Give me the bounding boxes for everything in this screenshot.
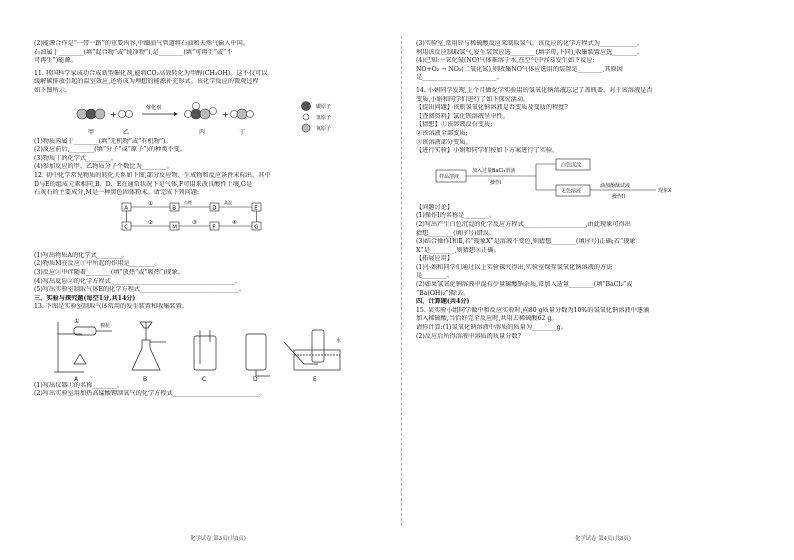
q11-sub: (4)参加反应的甲、乙物质分子个数比为________。: [34, 163, 173, 171]
water-trough: [294, 350, 340, 370]
svg-text:棉花: 棉花: [100, 322, 111, 329]
q14-item: 【进行实验】小娟和同学们按如下方案进行了实验。: [416, 147, 559, 155]
svg-text:样品溶液: 样品溶液: [439, 173, 460, 180]
q13-cont: 是________________________。: [416, 74, 503, 82]
svg-text:④: ④: [232, 219, 237, 226]
footer-left: 化学试卷 第3页(共8页): [190, 536, 246, 542]
svg-text:水: 水: [336, 337, 342, 344]
left-column: [34, 40, 394, 399]
q15-line: (2)反应后所得溶液中溶质的质量分数?: [416, 332, 521, 340]
svg-text:白色沉淀: 白色沉淀: [561, 162, 582, 169]
oxygen-atom: [95, 109, 105, 119]
svg-text:F: F: [212, 224, 216, 231]
hydrogen-atom: [126, 110, 133, 117]
svg-text:①: ①: [74, 317, 80, 325]
svg-text:滴加酚酞试液: 滴加酚酞试液: [600, 182, 631, 189]
svg-text:③: ③: [192, 219, 197, 226]
q10-line: 石油属于________(填“混合物”或“纯净物”),是________(填“可再生”或“不: [34, 48, 233, 56]
svg-text:G: G: [254, 224, 259, 231]
q14-item: 【猜想】①该溶液没有变质;: [416, 121, 493, 129]
q14-line: 变质,小娟和同学们进行了如下探究活动。: [416, 95, 530, 103]
q13-cont: (4)已知:一氧化氮(NO)气体难溶于水,在空气中容易发生如下反应:: [416, 57, 595, 65]
q13-apparatus-figure: [34, 312, 394, 382]
svg-text:E: E: [313, 375, 317, 382]
right-column: [416, 40, 768, 341]
q13-sub: (1)写出仪器①的名称________。: [34, 381, 124, 389]
conical-flask: [132, 340, 160, 370]
label-jia: 甲: [88, 128, 95, 136]
q10-line: 可再生”)能源。: [34, 57, 77, 65]
q14-discussion: (2)写出产生白色沉淀的化学反应方程式____________________,由此现象可得出: [416, 220, 631, 228]
q11-line: 缓解碳排放引起的温室效应,还将成为理想的能源补充形式。该化学反应的微观过程: [34, 78, 259, 86]
q11-sub: (3)物质丁的化学式________。: [34, 154, 118, 162]
q14-item: 【提出问题】该瓶氢氧化钠溶液是否变质及变质的程度?: [416, 104, 568, 112]
section-4-heading: 四、计算题(共4分): [416, 298, 470, 306]
q13-line: 13. 下图是实验室制取气体常用的发生装置和收集装置。: [34, 303, 189, 311]
section-3-heading: 三、实验与探究题(每空1分,共14分): [34, 294, 136, 302]
legend-carbon-icon: [302, 101, 311, 110]
q14-extension: (1)小娟和同学们通过以上实验探究得出,实验室保存氢氧化钠溶液的方法: [416, 263, 613, 271]
q12-sub: (3)反应③中伴随着________(填“放热”或“吸热”)现象。: [34, 268, 184, 276]
svg-text:氧原子: 氧原子: [316, 125, 332, 132]
svg-text:B: B: [172, 205, 176, 212]
oxygen-atom: [77, 109, 87, 119]
q14-discussion: (3)结合操作Ⅰ和Ⅱ,若“现象X”是溶液不变色,则猜想________(填序号)正确;若“现象: [416, 238, 636, 246]
q15-line: 请你计算:(1)氢氧化钠溶液中溶质的质量为________g。: [416, 324, 567, 332]
q12-flow-diagram: [34, 198, 394, 252]
q13-sub: (2)写出实验室用加热高锰酸钾制氧气的化学方程式____________________________。: [34, 390, 266, 398]
q14-item: ②该溶液全部变质;: [416, 129, 468, 137]
collecting-bottle: [312, 330, 324, 362]
svg-text:②: ②: [148, 219, 153, 226]
arrow-head-icon: [174, 112, 178, 116]
q14-line: 14. 小娟同学发现,上个月做化学实验用的氢氧化钠溶液忘记了盖瓶盖。对于该溶液是否: [416, 86, 653, 94]
q10-line: (2)能源合作是“一带一路”的重要内容,中缅油气管道将石油和天然气输入中国。: [34, 40, 250, 47]
q13-cont: 利用该反应制取氢气,发生装置应选________(填字母,下同),收集装置应选________。: [416, 48, 644, 56]
alcohol-lamp-icon: [74, 354, 86, 364]
q12-line: 12. 初中化学常见物质的转化关系如下图,部分反应物、生成物和反应条件未标出。其中: [34, 171, 271, 179]
q15-line: 加入稀硫酸,当恰好完全反应时,共用去稀硫酸62 g。: [416, 315, 558, 323]
q15-line: 15. 某实验小组同学做中和反应实验时,向80 g质量分数为10%的氢氧化钠溶液中逐滴: [416, 306, 650, 314]
svg-text:氢原子: 氢原子: [316, 114, 332, 121]
svg-text:高温: 高温: [224, 199, 232, 205]
q14-discussion: 猜想________(填序号)错误。: [416, 229, 496, 237]
q11-line: 11. 我国科学家成功合成新型催化剂,能将CO₂高效转化为甲醇(CH₃OH)。这不仅可以: [34, 69, 268, 77]
svg-text:C: C: [202, 375, 207, 382]
q14-extension: 【拓展应用】: [416, 255, 454, 263]
q12-sub: (5)写出实验室制取气体E的化学方程式________________________________。: [34, 286, 246, 294]
svg-text:E: E: [254, 205, 258, 212]
svg-text:A: A: [124, 205, 128, 212]
q14-extension: 是________。: [416, 272, 454, 280]
svg-text:现象X: 现象X: [658, 187, 672, 194]
q12-sub: (2)物质M在反应①中所起的作用是________。: [34, 260, 161, 268]
q12-line: 石灰石的主要成分,M是一种黑色固体粉末。请完成下列问题:: [34, 189, 200, 197]
svg-text:A: A: [74, 375, 79, 382]
svg-text:操作I: 操作I: [490, 179, 502, 186]
svg-text:B: B: [143, 375, 148, 382]
q14-experiment-flow: [416, 156, 768, 204]
gas-bottle-d: [246, 334, 266, 370]
svg-text:D: D: [212, 205, 217, 212]
q13-cont: (3)实验室,常用锌与稀硫酸反应来制取氢气。该反应的化学方程式为____________。: [416, 40, 644, 47]
label-ding: 丁: [239, 128, 246, 136]
q12-sub: (4)写出反应②的化学方程式________________________________________。: [34, 277, 241, 285]
svg-text:点燃: 点燃: [184, 199, 192, 205]
svg-text:+: +: [222, 109, 229, 119]
q14-extension: “Ba(OH)₂”)除去。: [416, 289, 470, 297]
q11-molecule-figure: [34, 96, 394, 138]
footer-right: 化学试卷 第4页(共8页): [575, 536, 631, 542]
gas-bottle-c: [194, 336, 216, 370]
label-yi: 乙: [123, 128, 130, 136]
q13-cont: NO+O₂ → NO₂(二氧化氮),则收集NO气体应选用的装置是________,其原因: [416, 65, 623, 73]
svg-text:加入过量BaCl₂溶液: 加入过量BaCl₂溶液: [472, 167, 516, 174]
svg-text:+: +: [110, 109, 117, 119]
column-divider: [401, 36, 402, 526]
carbon-atom: [86, 109, 96, 119]
q11-sub: (1)物质丙属于________(填“无机物”或“有机物”)。: [34, 137, 172, 145]
q12-line: D与E的组成元素相同,B、D、E在通常状况下是气体,F可用来改良酸性土壤,G是: [34, 180, 253, 188]
svg-text:C: C: [124, 224, 129, 231]
q14-item: 【查阅资料】氯化钡溶液呈中性。: [416, 112, 509, 120]
svg-text:碳原子: 碳原子: [316, 103, 332, 110]
q14-discussion: 【问题讨论】: [416, 203, 454, 211]
q11-sub: (2)反应前后,________(填“分子”或“原子”)的种类不变。: [34, 146, 186, 154]
q14-discussion: (1)操作I的名称是________。: [416, 212, 496, 220]
hydrogen-atom: [119, 110, 126, 117]
q14-discussion: X”是________,则猜想③正确。: [416, 246, 500, 254]
label-bing: 丙: [199, 128, 206, 136]
svg-text:操作II: 操作II: [612, 193, 625, 200]
svg-text:①: ①: [148, 200, 153, 207]
catalyst-label: 催化剂: [146, 104, 162, 111]
svg-text:M: M: [172, 224, 177, 231]
svg-text:无色溶液: 无色溶液: [561, 188, 582, 195]
q11-line: 如下图所示。: [34, 86, 72, 94]
q14-extension: (2)如果氢氧化钠溶液中混有少量碳酸钠杂质,常加入适量________(填“BaCl₂”或: [416, 281, 633, 289]
legend-hydrogen-icon: [303, 114, 309, 120]
q12-sub: (1)写出物质A的化学式________。: [34, 251, 128, 259]
legend-oxygen-icon: [302, 124, 310, 132]
q14-item: ③该溶液部分变质。: [416, 138, 472, 146]
svg-text:D: D: [253, 375, 258, 382]
